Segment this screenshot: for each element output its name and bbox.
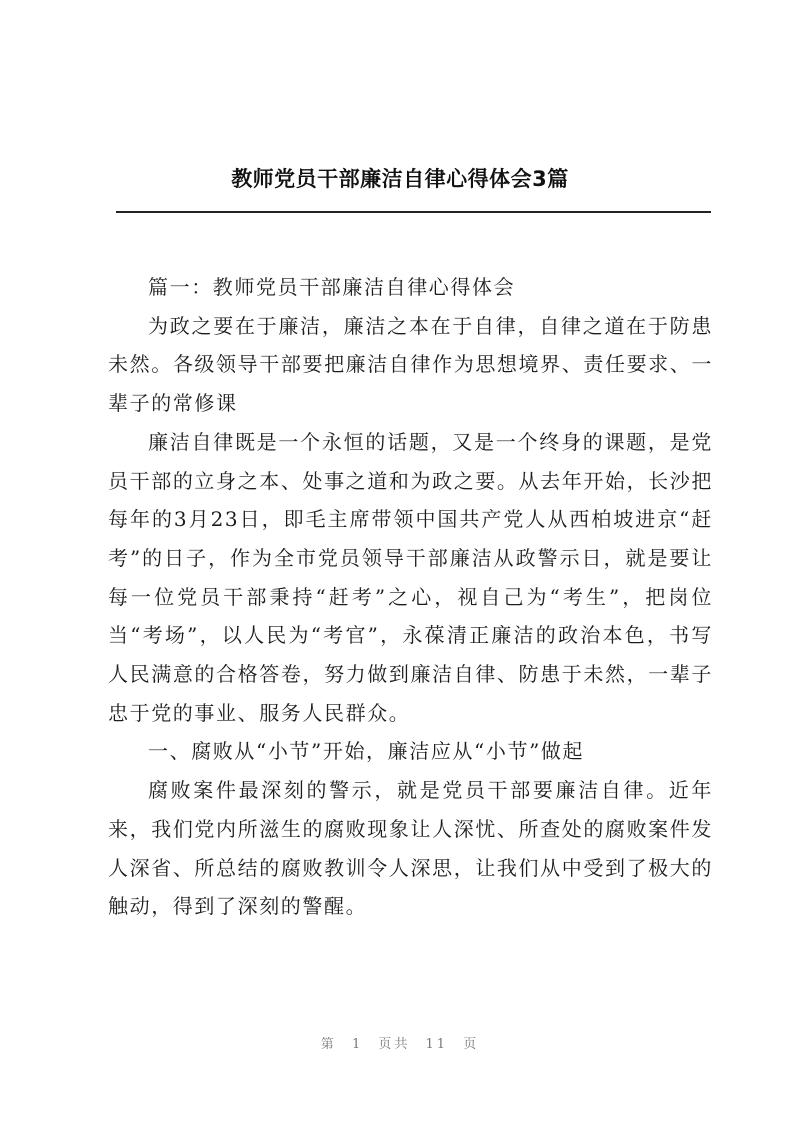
footer-page-number: 1 <box>351 1037 364 1052</box>
paragraph-intro: 为政之要在于廉洁，廉洁之本在于自律，自律之道在于防患未然。各级领导干部要把廉洁自律作为思想境界、责任要求、一辈子的常修课 <box>108 313 713 416</box>
footer-suffix: 页 <box>463 1037 480 1052</box>
document-title: 教师党员干部廉洁自律心得体会3篇 <box>231 167 569 191</box>
title-underline <box>116 211 711 213</box>
section-heading-one: 一、腐败从“小节”开始，廉洁应从“小节”做起 <box>148 739 585 764</box>
page-footer <box>0 1033 800 1052</box>
footer-total-pages: 11 <box>425 1037 449 1052</box>
paragraph-warning: 腐败案件最深刻的警示，就是党员干部要廉洁自律。近年来，我们党内所滋生的腐败现象让人深忧、所查处的腐败案件发人深省、所总结的腐败教训令人深思，让我们从中受到了极大的触动，得到了深刻的警醒。 <box>108 778 713 919</box>
document-body <box>108 268 713 926</box>
footer-middle: 页共 <box>378 1037 411 1052</box>
paragraph-main: 廉洁自律既是一个永恒的话题，又是一个终身的课题，是党员干部的立身之本、处事之道和为政之要。从去年开始，长沙把每年的3月23日，即毛主席带领中国共产党人从西柏坡进京“赶考”的日子，作为全市党员领导干部廉洁从政警示日，就是要让每一位党员干部秉持“赶考”之心，视自己为“考生”，把岗位当“考场”，以人民为“考官”，永葆清正廉洁的政治本色，书写人民满意的合格答卷，努力做到廉洁自律、防患于未然，一辈子忠于党的事业、服务人民群众。 <box>108 429 713 725</box>
footer-prefix: 第 <box>320 1037 337 1052</box>
section-heading-part-one: 篇一：教师党员干部廉洁自律心得体会 <box>148 275 516 299</box>
